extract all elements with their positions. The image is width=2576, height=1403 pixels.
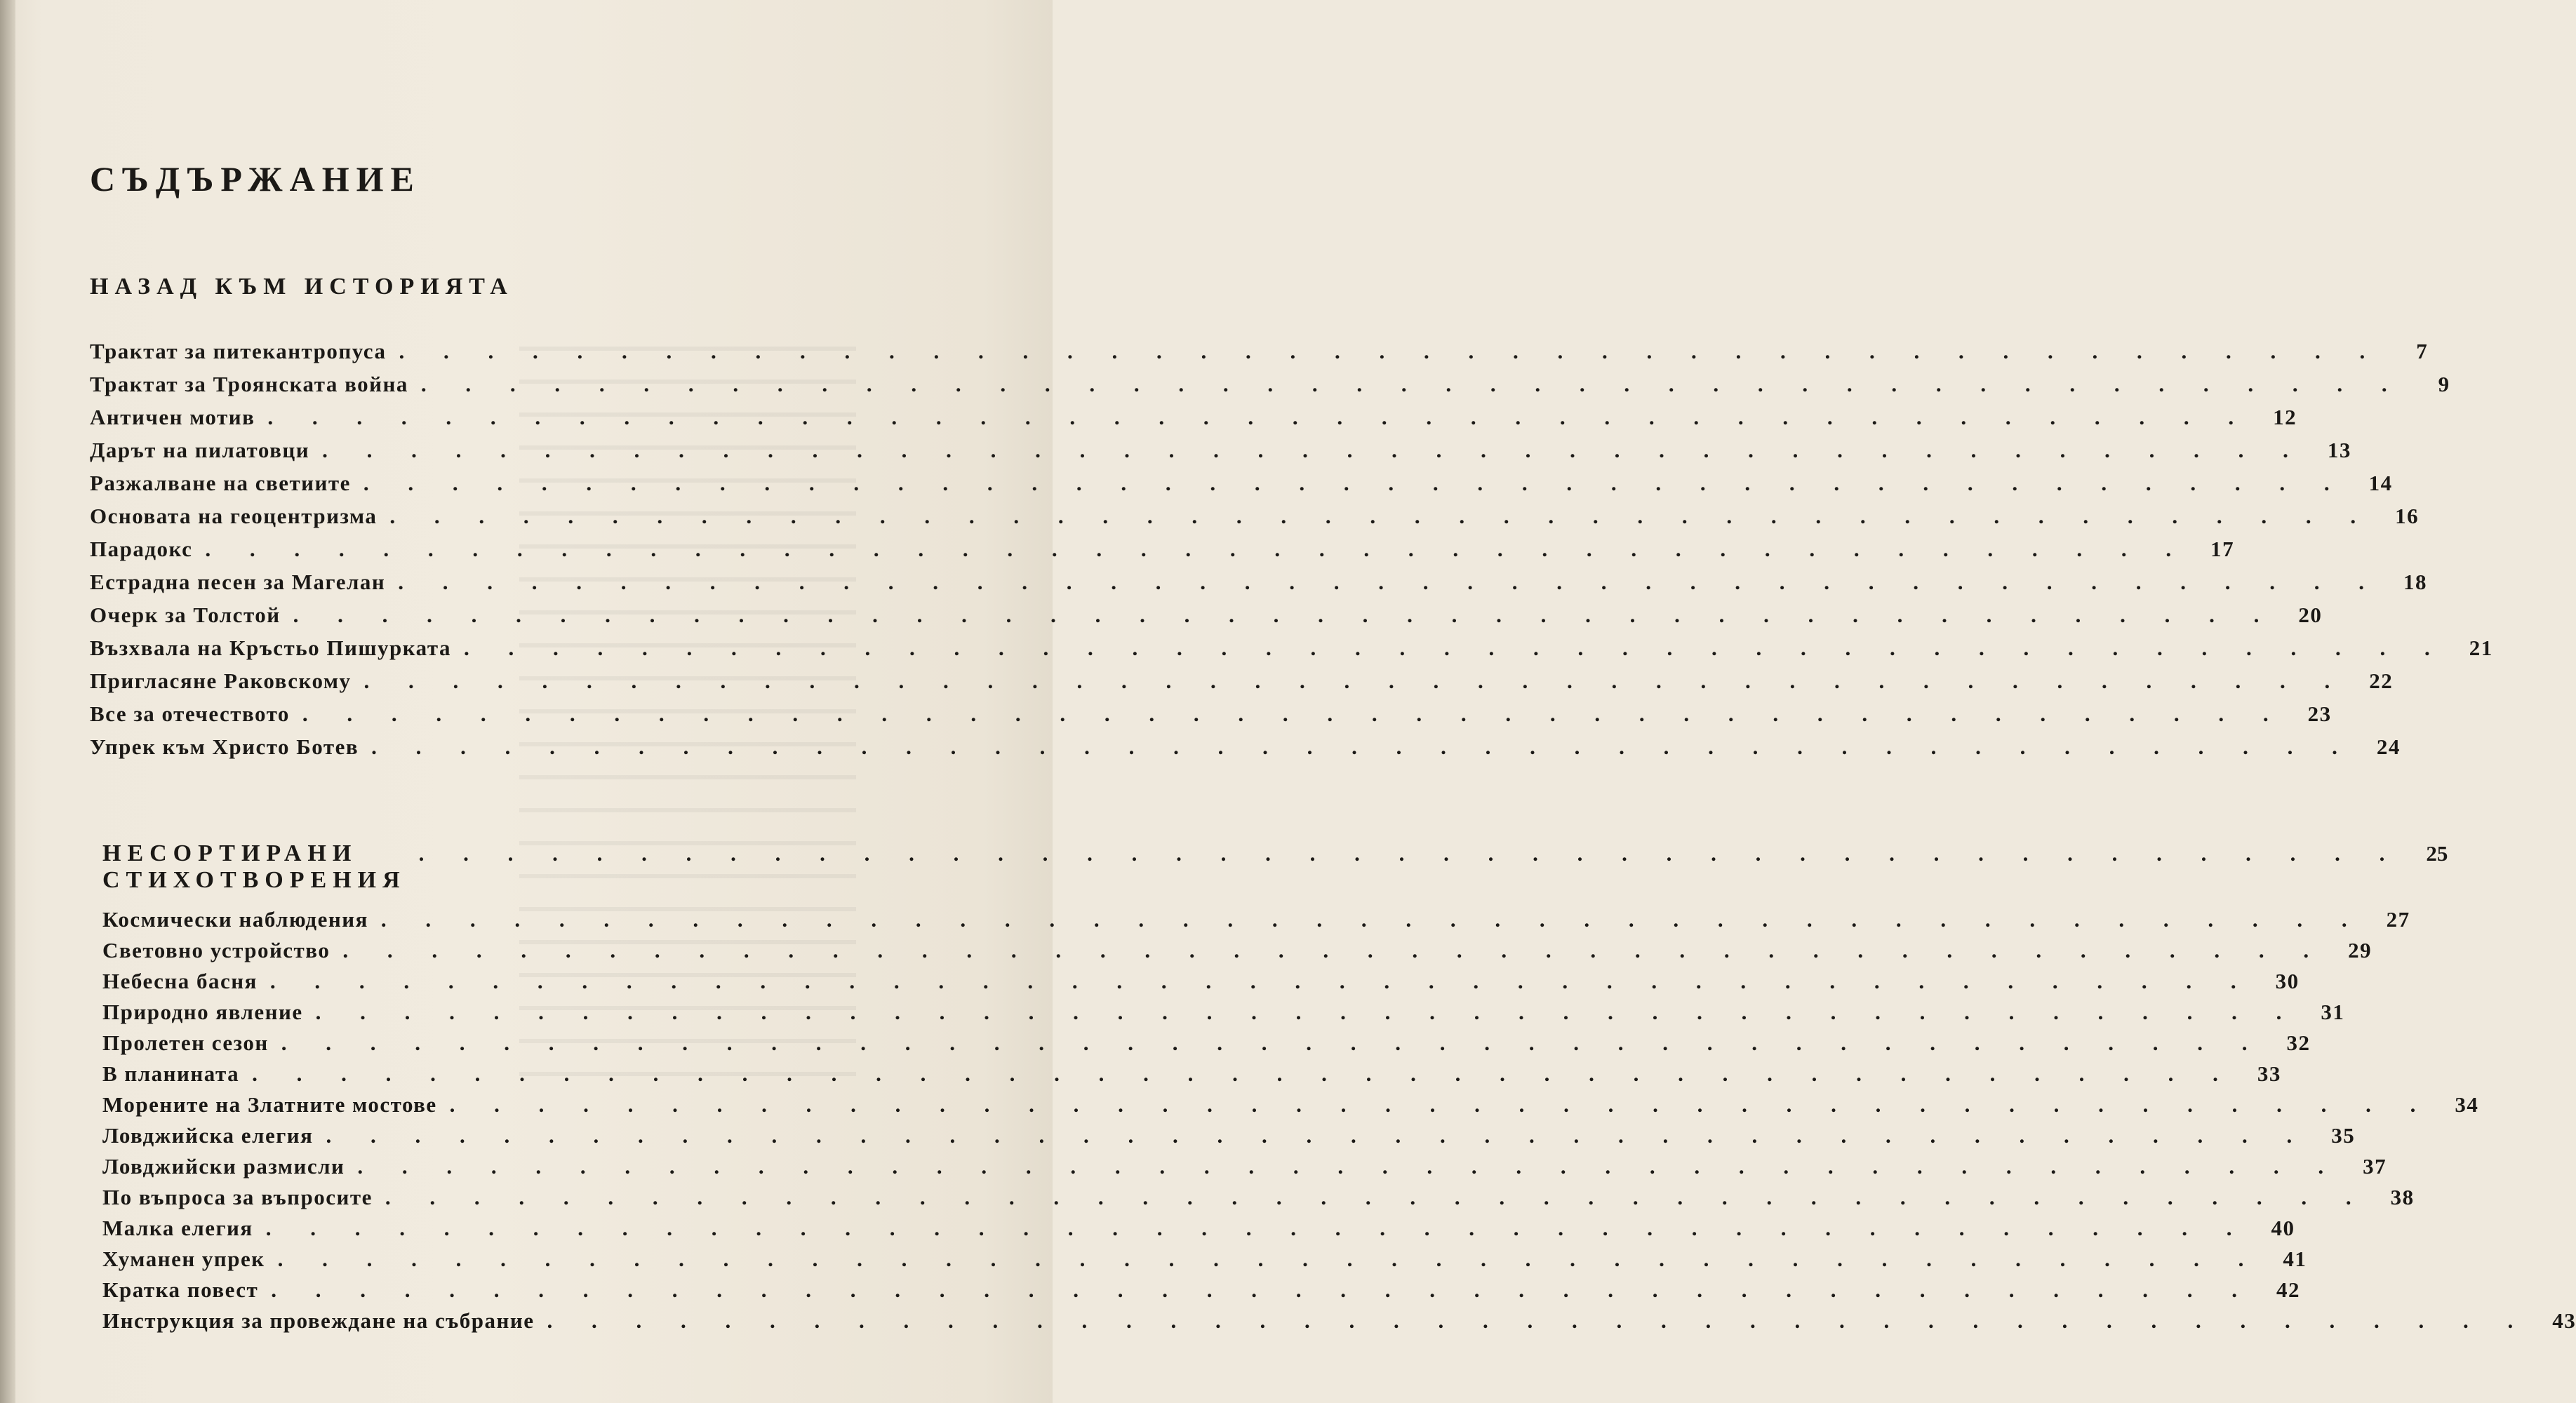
toc-entry xyxy=(102,1185,2415,1216)
dot-leader: . . . . . . . . . . . . . . . . . . . . . . . . . . . . . . . . . . . . . . . . . . . . . xyxy=(357,1154,2341,1179)
dot-leader: . . . . . . . . . . . . . . . . . . . . . . . . . . . . . . . . . . . . . . . . . . . . . xyxy=(389,504,2373,528)
page-number: 40 xyxy=(2271,1216,2295,1240)
toc-entry xyxy=(90,734,2401,767)
page-number: 29 xyxy=(2348,938,2373,962)
dot-leader: . . . . . . . . . . . . . . . . . . . . . . . . . . . . . . . . . . . . . . . . . . . . . xyxy=(326,1123,2309,1148)
toc-list xyxy=(90,339,2493,767)
toc-entry xyxy=(102,1123,2356,1154)
toc-entry xyxy=(102,1000,2345,1031)
entry-title: Упрек към Христо Ботев xyxy=(90,734,359,759)
page-number: 34 xyxy=(2455,1092,2479,1117)
entry-title: Инструкция за провеждане на събрание xyxy=(102,1308,535,1333)
page-number: 41 xyxy=(2283,1247,2307,1271)
toc-entry xyxy=(102,1247,2307,1277)
entry-title: Разжалване на светиите xyxy=(90,471,351,495)
toc-list xyxy=(102,907,2576,1339)
entry-title: В планината xyxy=(102,1061,240,1086)
page-number: 18 xyxy=(2403,570,2427,594)
page-number: 24 xyxy=(2376,734,2401,759)
page-title: СЪДЪРЖАНИЕ xyxy=(90,159,421,199)
toc-entry xyxy=(102,1216,2295,1247)
dot-leader: . . . . . . . . . . . . . . . . . . . . . . . . . . . . . . . . . . . . . . . . . . . . . xyxy=(265,1216,2249,1240)
page-number: 9 xyxy=(2438,372,2450,396)
page-number: 35 xyxy=(2331,1123,2356,1148)
page-number: 31 xyxy=(2321,1000,2345,1024)
entry-title: Ловджийска елегия xyxy=(102,1123,314,1148)
toc-entry xyxy=(90,339,2429,372)
page-number: 7 xyxy=(2416,339,2429,363)
entry-title: Природно явление xyxy=(102,1000,303,1024)
entry-title: Хуманен упрек xyxy=(102,1247,265,1271)
toc-entry xyxy=(90,504,2420,537)
entry-title: Небесна басня xyxy=(102,969,258,993)
dot-leader: . . . . . . . . . . . . . . . . . . . . . . . . . . . . . . . . . . . . . . . . . . . . . xyxy=(363,471,2347,495)
toc-entry xyxy=(102,938,2373,969)
dot-leader: . . . . . . . . . . . . . . . . . . . . . . . . . . . . . . . . . . . . . . . . . . . . . xyxy=(269,969,2253,993)
dot-leader: . . . . . . . . . . . . . . . . . . . . . . . . . . . . . . . . . . . . . . . . . . . . . xyxy=(380,907,2364,932)
toc-entry xyxy=(102,1154,2387,1185)
page-number: 43 xyxy=(2552,1308,2576,1333)
toc-entry xyxy=(90,537,2235,570)
page-number: 17 xyxy=(2210,537,2235,561)
entry-title: По въпроса за въпросите xyxy=(102,1185,373,1209)
toc-entry xyxy=(90,669,2394,702)
entry-title: Дарът на пилатовци xyxy=(90,438,310,462)
entry-title: Космически наблюдения xyxy=(102,907,368,932)
entry-title: Естрадна песен за Магелан xyxy=(90,570,386,594)
entry-title: Кратка повест xyxy=(102,1277,259,1302)
entry-title: Ловджийски размисли xyxy=(102,1154,345,1179)
section-heading: НАЗАД КЪМ ИСТОРИЯТА xyxy=(90,274,514,300)
dot-leader: . . . . . . . . . . . . . . . . . . . . . . . . . . . . . . . . . . . . . . . . . . . . . xyxy=(449,1092,2433,1117)
entry-title: Античен мотив xyxy=(90,405,255,429)
dot-leader: . . . . . . . . . . . . . . . . . . . . . . . . . . . . . . . . . . . . . . . . . . . . . xyxy=(302,702,2285,726)
dot-leader: . . . . . . . . . . . . . . . . . . . . . . . . . . . . . . . . . . . . . . . . . . . . . xyxy=(363,669,2347,693)
page-number: 21 xyxy=(2469,636,2493,660)
toc-entry xyxy=(90,636,2493,669)
dot-leader: . . . . . . . . . . . . . . . . . . . . . . . . . . . . . . . . . . . . . . . . . . . . . xyxy=(342,938,2326,962)
page-number: 33 xyxy=(2257,1061,2281,1086)
dot-leader: . . . . . . . . . . . . . . . . . . . . . . . . . . . . . . . . . . . . . . . . . . . . . xyxy=(398,570,2381,594)
page-number: 20 xyxy=(2298,603,2323,627)
toc-entry xyxy=(90,438,2351,471)
page-number: 42 xyxy=(2276,1277,2300,1302)
dot-leader: . . . . . . . . . . . . . . . . . . . . . . . . . . . . . . . . . . . . . . . . . . . . . xyxy=(205,537,2189,561)
page-number: 32 xyxy=(2286,1031,2311,1055)
page-number: 14 xyxy=(2368,471,2393,495)
dot-leader: . . . . . . . . . . . . . . . . . . . . . . . . . . . . . . . . . . . . . . . . . . . . . xyxy=(277,1247,2261,1271)
toc-entry xyxy=(90,603,2323,636)
dot-leader: . . . . . . . . . . . . . . . . . . . . . . . . . . . . . . . . . . . . . . . . . . . . . xyxy=(281,1031,2264,1055)
entry-title: Основата на геоцентризма xyxy=(90,504,378,528)
page-number: 37 xyxy=(2363,1154,2387,1179)
dot-leader: . . . . . . . . . . . . . . . . . . . . . . . . . . . . . . . . . . . . . . . . . . . . . xyxy=(399,339,2382,363)
toc-entry xyxy=(90,405,2297,438)
entry-title: Малка елегия xyxy=(102,1216,253,1240)
entry-title: Морените на Златните мостове xyxy=(102,1092,437,1117)
page-number: 23 xyxy=(2307,702,2332,726)
page-number: 30 xyxy=(2275,969,2300,993)
toc-entry xyxy=(102,969,2300,1000)
dot-leader: . . . . . . . . . . . . . . . . . . . . . . . . . . . . . . . . . . . . . . . . . . . . . xyxy=(271,1277,2254,1302)
page-number: 38 xyxy=(2390,1185,2415,1209)
toc-entry xyxy=(90,702,2332,734)
entry-title: Трактат за питекантропуса xyxy=(90,339,387,363)
page-number: 13 xyxy=(2327,438,2351,462)
page-number: 27 xyxy=(2386,907,2410,932)
toc-entry xyxy=(102,1031,2311,1061)
dot-leader: . . . . . . . . . . . . . . . . . . . . . . . . . . . . . . . . . . . . . . . . . . . . . xyxy=(315,1000,2299,1024)
toc-entry xyxy=(102,1092,2479,1123)
section-heading: НЕСОРТИРАНИ СТИХОТВОРЕНИЯ xyxy=(102,840,406,893)
entry-title: Пролетен сезон xyxy=(102,1031,269,1055)
entry-title: Пригласяне Раковскому xyxy=(90,669,352,693)
toc-entry xyxy=(90,372,2450,405)
toc-entry xyxy=(102,1061,2281,1092)
dot-leader: . . . . . . . . . . . . . . . . . . . . . . . . . . . . . . . . . . . . . . . . . . . . . xyxy=(463,636,2447,660)
entry-title: Световно устройство xyxy=(102,938,331,962)
entry-title: Възхвала на Кръстьо Пишурката xyxy=(90,636,451,660)
dot-leader: . . . . . . . . . . . . . . . . . . . . . . . . . . . . . . . . . . . . . . . . . . . . . xyxy=(252,1061,2235,1086)
dot-leader: . . . . . . . . . . . . . . . . . . . . . . . . . . . . . . . . . . . . . . . . . . . . . xyxy=(418,841,2402,866)
dot-leader: . . . . . . . . . . . . . . . . . . . . . . . . . . . . . . . . . . . . . . . . . . . . . xyxy=(267,405,2251,429)
dot-leader: . . . . . . . . . . . . . . . . . . . . . . . . . . . . . . . . . . . . . . . . . . . . . xyxy=(322,438,2305,462)
dot-leader: . . . . . . . . . . . . . . . . . . . . . . . . . . . . . . . . . . . . . . . . . . . . . xyxy=(371,734,2354,759)
entry-title: Очерк за Толстой xyxy=(90,603,281,627)
toc-entry xyxy=(102,907,2410,938)
dot-leader: . . . . . . . . . . . . . . . . . . . . . . . . . . . . . . . . . . . . . . . . . . . . . xyxy=(420,372,2404,396)
toc-entry xyxy=(102,1277,2300,1308)
toc-entry xyxy=(90,570,2427,603)
entry-title: Парадокс xyxy=(90,537,193,561)
page-number: 25 xyxy=(2426,841,2448,866)
dot-leader: . . . . . . . . . . . . . . . . . . . . . . . . . . . . . . . . . . . . . . . . . . . . . xyxy=(385,1185,2368,1209)
entry-title: Все за отечеството xyxy=(90,702,290,726)
toc-entry xyxy=(90,471,2393,504)
page-number: 16 xyxy=(2395,504,2420,528)
dot-leader: . . . . . . . . . . . . . . . . . . . . . . . . . . . . . . . . . . . . . . . . . . . . . xyxy=(547,1308,2530,1333)
toc-entry xyxy=(102,1308,2576,1339)
page-number: 22 xyxy=(2369,669,2394,693)
entry-title: Трактат за Троянската война xyxy=(90,372,408,396)
page-binding-edge xyxy=(0,0,15,1403)
dot-leader: . . . . . . . . . . . . . . . . . . . . . . . . . . . . . . . . . . . . . . . . . . . . . xyxy=(293,603,2276,627)
section-heading-row xyxy=(102,840,2448,894)
page-number: 12 xyxy=(2273,405,2297,429)
